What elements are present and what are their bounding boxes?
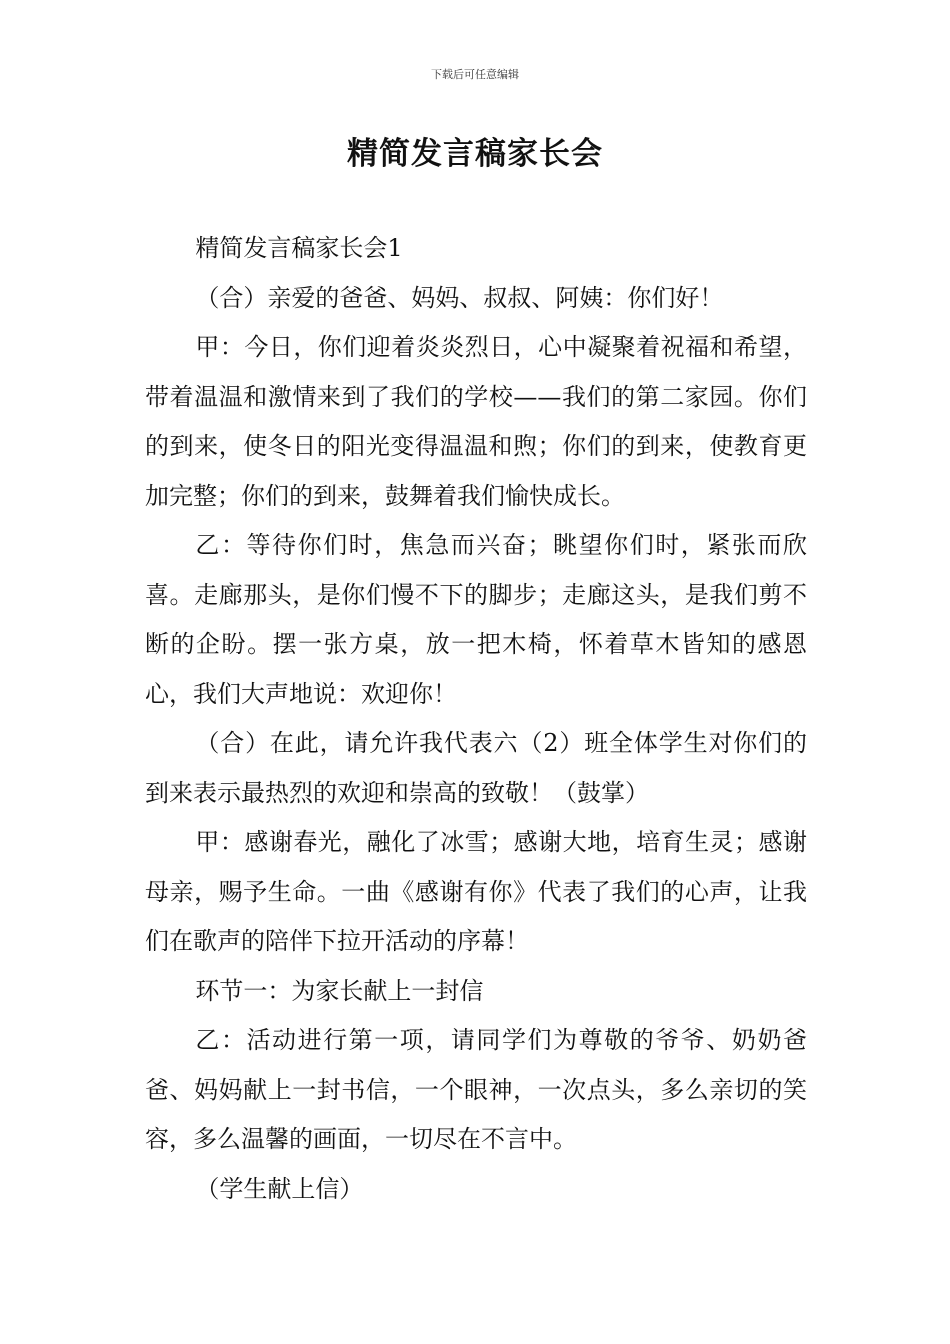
paragraph-he-salute: （合）在此，请允许我代表六（2）班全体学生对你们的到来表示最热烈的欢迎和崇高的致敬！（鼓掌） [145, 729, 807, 807]
paragraph-segment-one-heading: 环节一：为家长献上一封信 [195, 976, 484, 1005]
paragraph-jia-welcome: 甲：今日，你们迎着炎炎烈日，心中凝聚着祝福和希望，带着温温和激情来到了我们的学校——我们的第二家园。你们的到来，使冬日的阳光变得温温和煦；你们的到来，使教育更加完整；你们的到来，鼓舞着我们愉快成长。 [145, 333, 807, 510]
document-title: 精简发言稿家长会 [347, 136, 603, 172]
paragraph-stage-direction: （学生献上信） [195, 1174, 364, 1203]
paragraph-yi-letter: 乙：活动进行第一项，请同学们为尊敬的爷爷、奶奶爸爸、妈妈献上一封书信，一个眼神，一次点头，多么亲切的笑容，多么温馨的画面，一切尽在不言中。 [145, 1026, 807, 1153]
header-note: 下载后可任意编辑 [431, 68, 519, 81]
paragraph-yi-waiting: 乙：等待你们时，焦急而兴奋；眺望你们时，紧张而欣喜。走廊那头，是你们慢不下的脚步；走廊这头，是我们剪不断的企盼。摆一张方桌，放一把木椅，怀着草木皆知的感恩心，我们大声地说：欢迎你！ [145, 531, 807, 708]
paragraph-greeting: （合）亲爱的爸爸、妈妈、叔叔、阿姨：你们好！ [195, 283, 724, 312]
document-body [145, 224, 807, 1214]
paragraph-jia-thanks: 甲：感谢春光，融化了冰雪；感谢大地，培育生灵；感谢母亲，赐予生命。一曲《感谢有你》代表了我们的心声，让我们在歌声的陪伴下拉开活动的序幕！ [145, 828, 807, 955]
paragraph-section-heading: 精简发言稿家长会1 [195, 234, 403, 262]
